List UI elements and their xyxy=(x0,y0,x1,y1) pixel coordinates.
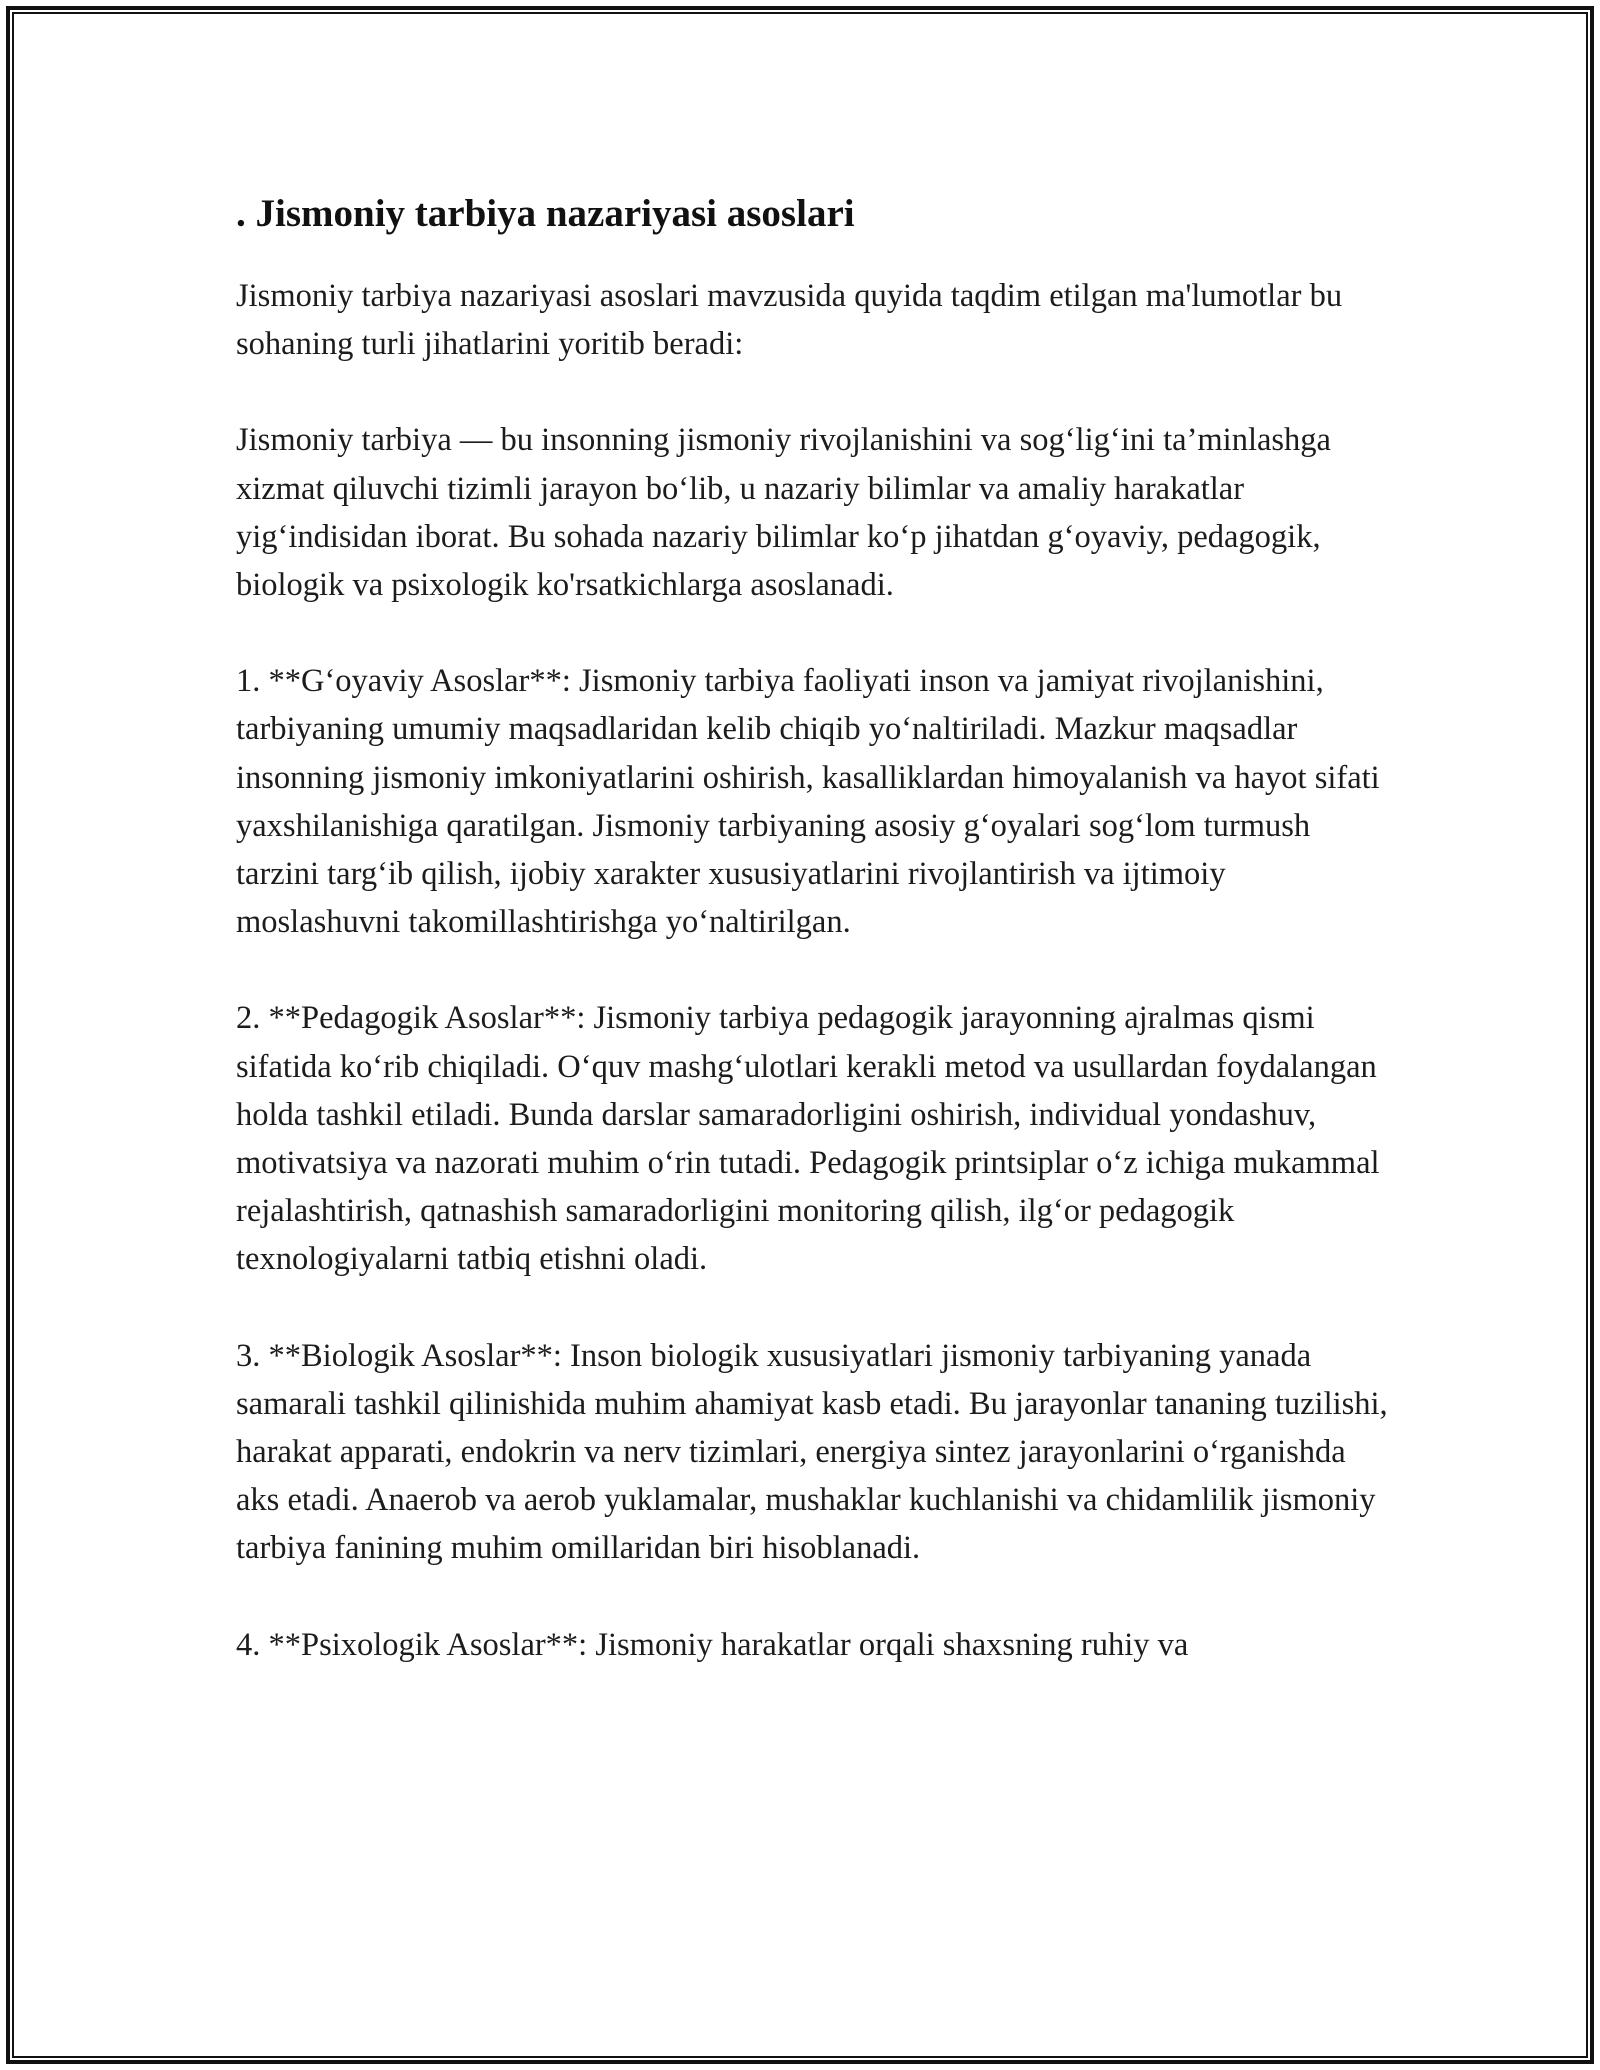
paragraph-definition: Jismoniy tarbiya — bu insonning jismoniy rivojlanishini va sog‘lig‘ini ta’minlashga xizmat qiluvchi tizimli jarayon bo‘lib, u nazariy bilimlar va amaliy harakatlar yig‘indisidan iborat. Bu sohada nazariy bilimlar ko‘p jihatdan g‘oyaviy, pedagogik, biologik va psixologik ko'rsatkichlarga asoslanadi. xyxy=(236,422,1331,604)
document-title: . Jismoniy tarbiya nazariyasi asoslari xyxy=(236,192,855,235)
paragraph-biological-basis: 3. **Biologik Asoslar**: Inson biologik xususiyatlari jismoniy tarbiyaning yanada samarali tashkil qilinishida muhim ahamiyat kasb etadi. Bu jarayonlar tananing tuzilishi, harakat apparati, endokrin va nerv tizimlari, energiya sintez jarayonlarini o‘rganishda aks etadi. Anaerob va aerob yuklamalar, mushaklar kuchlanishi va chidamlilik jismoniy tarbiya fanining muhim omillaridan biri hisoblanadi. xyxy=(236,1337,1388,1567)
paragraph-ideological-basis: 1. **G‘oyaviy Asoslar**: Jismoniy tarbiya faoliyati inson va jamiyat rivojlanishini, tarbiyaning umumiy maqsadlaridan kelib chiqib yo‘naltiriladi. Mazkur maqsadlar insonning jismoniy imkoniyatlarini oshirish, kasalliklardan himoyalanish va hayot sifati yaxshilanishiga qaratilgan. Jismoniy tarbiyaning asosiy g‘oyalari sog‘lom turmush tarzini targ‘ib qilish, ijobiy xarakter xususiyatlarini rivojlantirish va ijtimoiy moslashuvni takomillashtirishga yo‘naltirilgan. xyxy=(236,663,1380,941)
paragraph-psychological-basis: 4. **Psixologik Asoslar**: Jismoniy harakatlar orqali shaxsning ruhiy va xyxy=(236,1626,1189,1663)
paragraph-intro: Jismoniy tarbiya nazariyasi asoslari mavzusida quyida taqdim etilgan ma'lumotlar bu sohaning turli jihatlarini yoritib beradi: xyxy=(236,278,1343,363)
paragraph-pedagogical-basis: 2. **Pedagogik Asoslar**: Jismoniy tarbiya pedagogik jarayonning ajralmas qismi sifatida ko‘rib chiqiladi. O‘quv mashg‘ulotlari kerakli metod va usullardan foydalangan holda tashkil etiladi. Bunda darslar samaradorligini oshirish, individual yondashuv, motivatsiya va nazorati muhim o‘rin tutadi. Pedagogik printsiplar o‘z ichiga mukammal rejalashtirish, qatnashish samaradorligini monitoring qilish, ilg‘or pedagogik texnologiyalarni tatbiq etishni oladi. xyxy=(236,1000,1380,1278)
document-body xyxy=(236,186,1396,1717)
